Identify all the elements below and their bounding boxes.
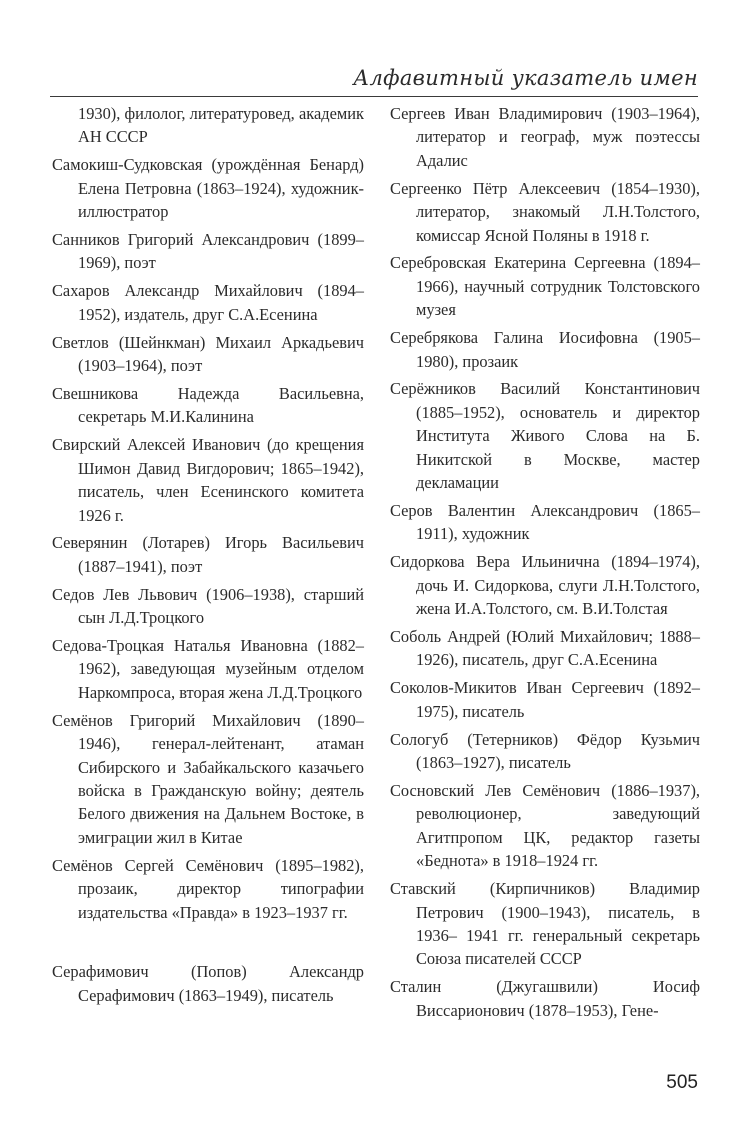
index-entry: Сталин (Джугашвили) Иосиф Виссарионович (1878–1953), Гене- [390,977,700,1020]
index-entry: Сологуб (Тетерников) Фёдор Кузьмич (1863–1927), писатель [390,729,700,773]
index-entry: Седов Лев Львович (1906–1938), старший сын Л.Д.Троцкого [52,584,364,628]
index-entry: Семёнов Сергей Семёнович (1895–1982), прозаик, директор типографии издательства «Правда» в 1923–1937 гг. [52,855,364,922]
index-column-left [52,102,364,1012]
index-entry: Седова-Троцкая Наталья Ивановна (1882–1962), заведующая музейным отделом Наркомпроса, вторая жена Л.Д.Троцкого [52,636,364,702]
index-entry: Свешникова Надежда Васильевна, секретарь М.И.Калинина [52,383,364,427]
index-entry: Светлов (Шейнкман) Михаил Аркадьевич (1903–1964), поэт [52,332,364,376]
index-entry: Свирский Алексей Иванович (до крещения Шимон Давид Вигдорович; 1865–1942), писатель, член Есенинского комитета 1926 г. [52,435,364,525]
index-entry: 1930), филолог, литературовед, академик АН СССР [78,104,364,147]
index-entry: Самокиш-Судковская (урождённая Бенард) Елена Петровна (1863–1924), художник-иллюстратор [52,155,364,222]
index-entry: Серафимович (Попов) Александр Серафимович (1863–1949), писатель [52,962,364,1005]
index-entry: Сосновский Лев Семёнович (1886–1937), революционер, заведующий Агитпропом ЦК, редактор газеты «Беднота» в 1918–1924 гг. [390,780,700,871]
index-entry: Семёнов Григорий Михайлович (1890–1946), генерал-лейтенант, атаман Сибирского и Забайкальского казачьего войска в Гражданскую войну; деятель Белого движения на Дальнем Востоке, в эмиграции жил в Китае [52,710,364,847]
index-entry: Сидоркова Вера Ильинична (1894–1974), дочь И. Сидоркова, слуги Л.Н.Толстого, жена И.А.Толстого, см. В.И.Толстая [390,552,700,619]
index-entry: Серебровская Екатерина Сергеевна (1894–1966), научный сотрудник Толстовского музея [390,253,700,320]
index-entry: Сергеев Иван Владимирович (1903–1964), литератор и географ, муж поэтессы Адалис [390,104,700,170]
index-entry: Сергеенко Пётр Алексеевич (1854–1930), литератор, знакомый Л.Н.Толстого, комиссар Ясной Поляны в 1918 г. [390,178,700,245]
index-entry: Северянин (Лотарев) Игорь Васильевич (1887–1941), поэт [52,533,364,576]
running-head-title: Алфавитный указатель имен [353,66,698,90]
section-gap [52,928,364,960]
index-entry: Серёжников Василий Константинович (1885–1952), основатель и директор Института Живого Слова на Б. Никитской в Москве, мастер декламации [390,379,700,493]
index-entry: Ставский (Кирпичников) Владимир Петрович (1900–1943), писатель, в 1936– 1941 гг. генеральный секретарь Союза писателей СССР [390,879,700,969]
index-entry: Серебрякова Галина Иосифовна (1905–1980), прозаик [390,328,700,371]
index-entry: Соколов-Микитов Иван Сергеевич (1892–1975), писатель [390,678,700,721]
index-entry: Соболь Андрей (Юлий Михайлович; 1888–1926), писатель, друг С.А.Есенина [390,627,700,670]
index-entry: Серов Валентин Александрович (1865–1911), художник [390,501,700,544]
index-entry: Сахаров Александр Михайлович (1894–1952), издатель, друг С.А.Есенина [52,281,364,324]
page-number: 505 [666,1072,698,1093]
running-head [50,56,698,97]
index-column-right [390,102,700,1027]
index-entry: Санников Григорий Александрович (1899–1969), поэт [52,230,364,273]
